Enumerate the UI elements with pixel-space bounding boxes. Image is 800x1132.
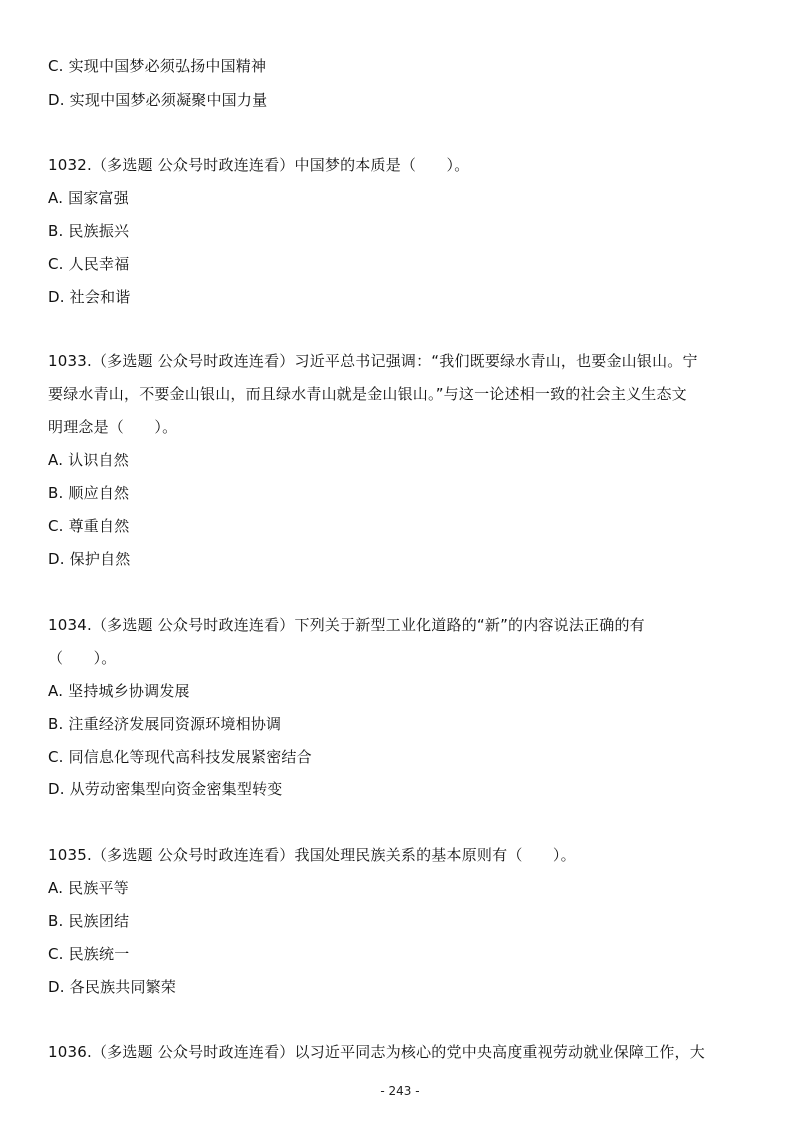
question-1032-option-c: C. 人民幸福 bbox=[48, 255, 130, 273]
question-1033-option-b: B. 顺应自然 bbox=[48, 484, 130, 502]
question-1035-option-b: B. 民族团结 bbox=[48, 912, 130, 930]
question-1034-option-d: D. 从劳动密集型向资金密集型转变 bbox=[48, 780, 283, 798]
question-1034-option-a: A. 坚持城乡协调发展 bbox=[48, 682, 190, 700]
question-1033-option-d: D. 保护自然 bbox=[48, 550, 131, 568]
question-1032-option-a: A. 国家富强 bbox=[48, 189, 129, 207]
question-1035-option-a: A. 民族平等 bbox=[48, 879, 129, 897]
question-1032-stem: 1032.（多选题 公众号时政连连看）中国梦的本质是（ ）。 bbox=[48, 156, 470, 174]
question-1034-option-b: B. 注重经济发展同资源环境相协调 bbox=[48, 715, 282, 733]
question-1033-option-c: C. 尊重自然 bbox=[48, 517, 130, 535]
question-1035-option-c: C. 民族统一 bbox=[48, 945, 130, 963]
question-1032-option-d: D. 社会和谐 bbox=[48, 288, 131, 306]
question-1034-stem-line-2: （ ）。 bbox=[48, 649, 117, 667]
question-1035-stem: 1035.（多选题 公众号时政连连看）我国处理民族关系的基本原则有（ ）。 bbox=[48, 846, 576, 864]
question-1033-stem-line-1: 1033.（多选题 公众号时政连连看）习近平总书记强调：“我们既要绿水青山，也要金山银山。宁 bbox=[48, 352, 698, 370]
question-1033-stem-line-2: 要绿水青山，不要金山银山，而且绿水青山就是金山银山。”与这一论述相一致的社会主义生态文 bbox=[48, 385, 687, 403]
option-d-prev: D. 实现中国梦必须凝聚中国力量 bbox=[48, 91, 268, 109]
question-1034-stem-line-1: 1034.（多选题 公众号时政连连看）下列关于新型工业化道路的“新”的内容说法正确的有 bbox=[48, 616, 645, 634]
question-1036-stem-line-1: 1036.（多选题 公众号时政连连看）以习近平同志为核心的党中央高度重视劳动就业保障工作，大 bbox=[48, 1043, 705, 1061]
question-1032-option-b: B. 民族振兴 bbox=[48, 222, 130, 240]
question-1033-stem-line-3: 明理念是（ ）。 bbox=[48, 418, 178, 436]
question-1033-option-a: A. 认识自然 bbox=[48, 451, 129, 469]
page-number: - 243 - bbox=[380, 1084, 420, 1098]
question-1034-option-c: C. 同信息化等现代高科技发展紧密结合 bbox=[48, 748, 312, 766]
question-1035-option-d: D. 各民族共同繁荣 bbox=[48, 978, 177, 996]
option-c-prev: C. 实现中国梦必须弘扬中国精神 bbox=[48, 57, 267, 75]
